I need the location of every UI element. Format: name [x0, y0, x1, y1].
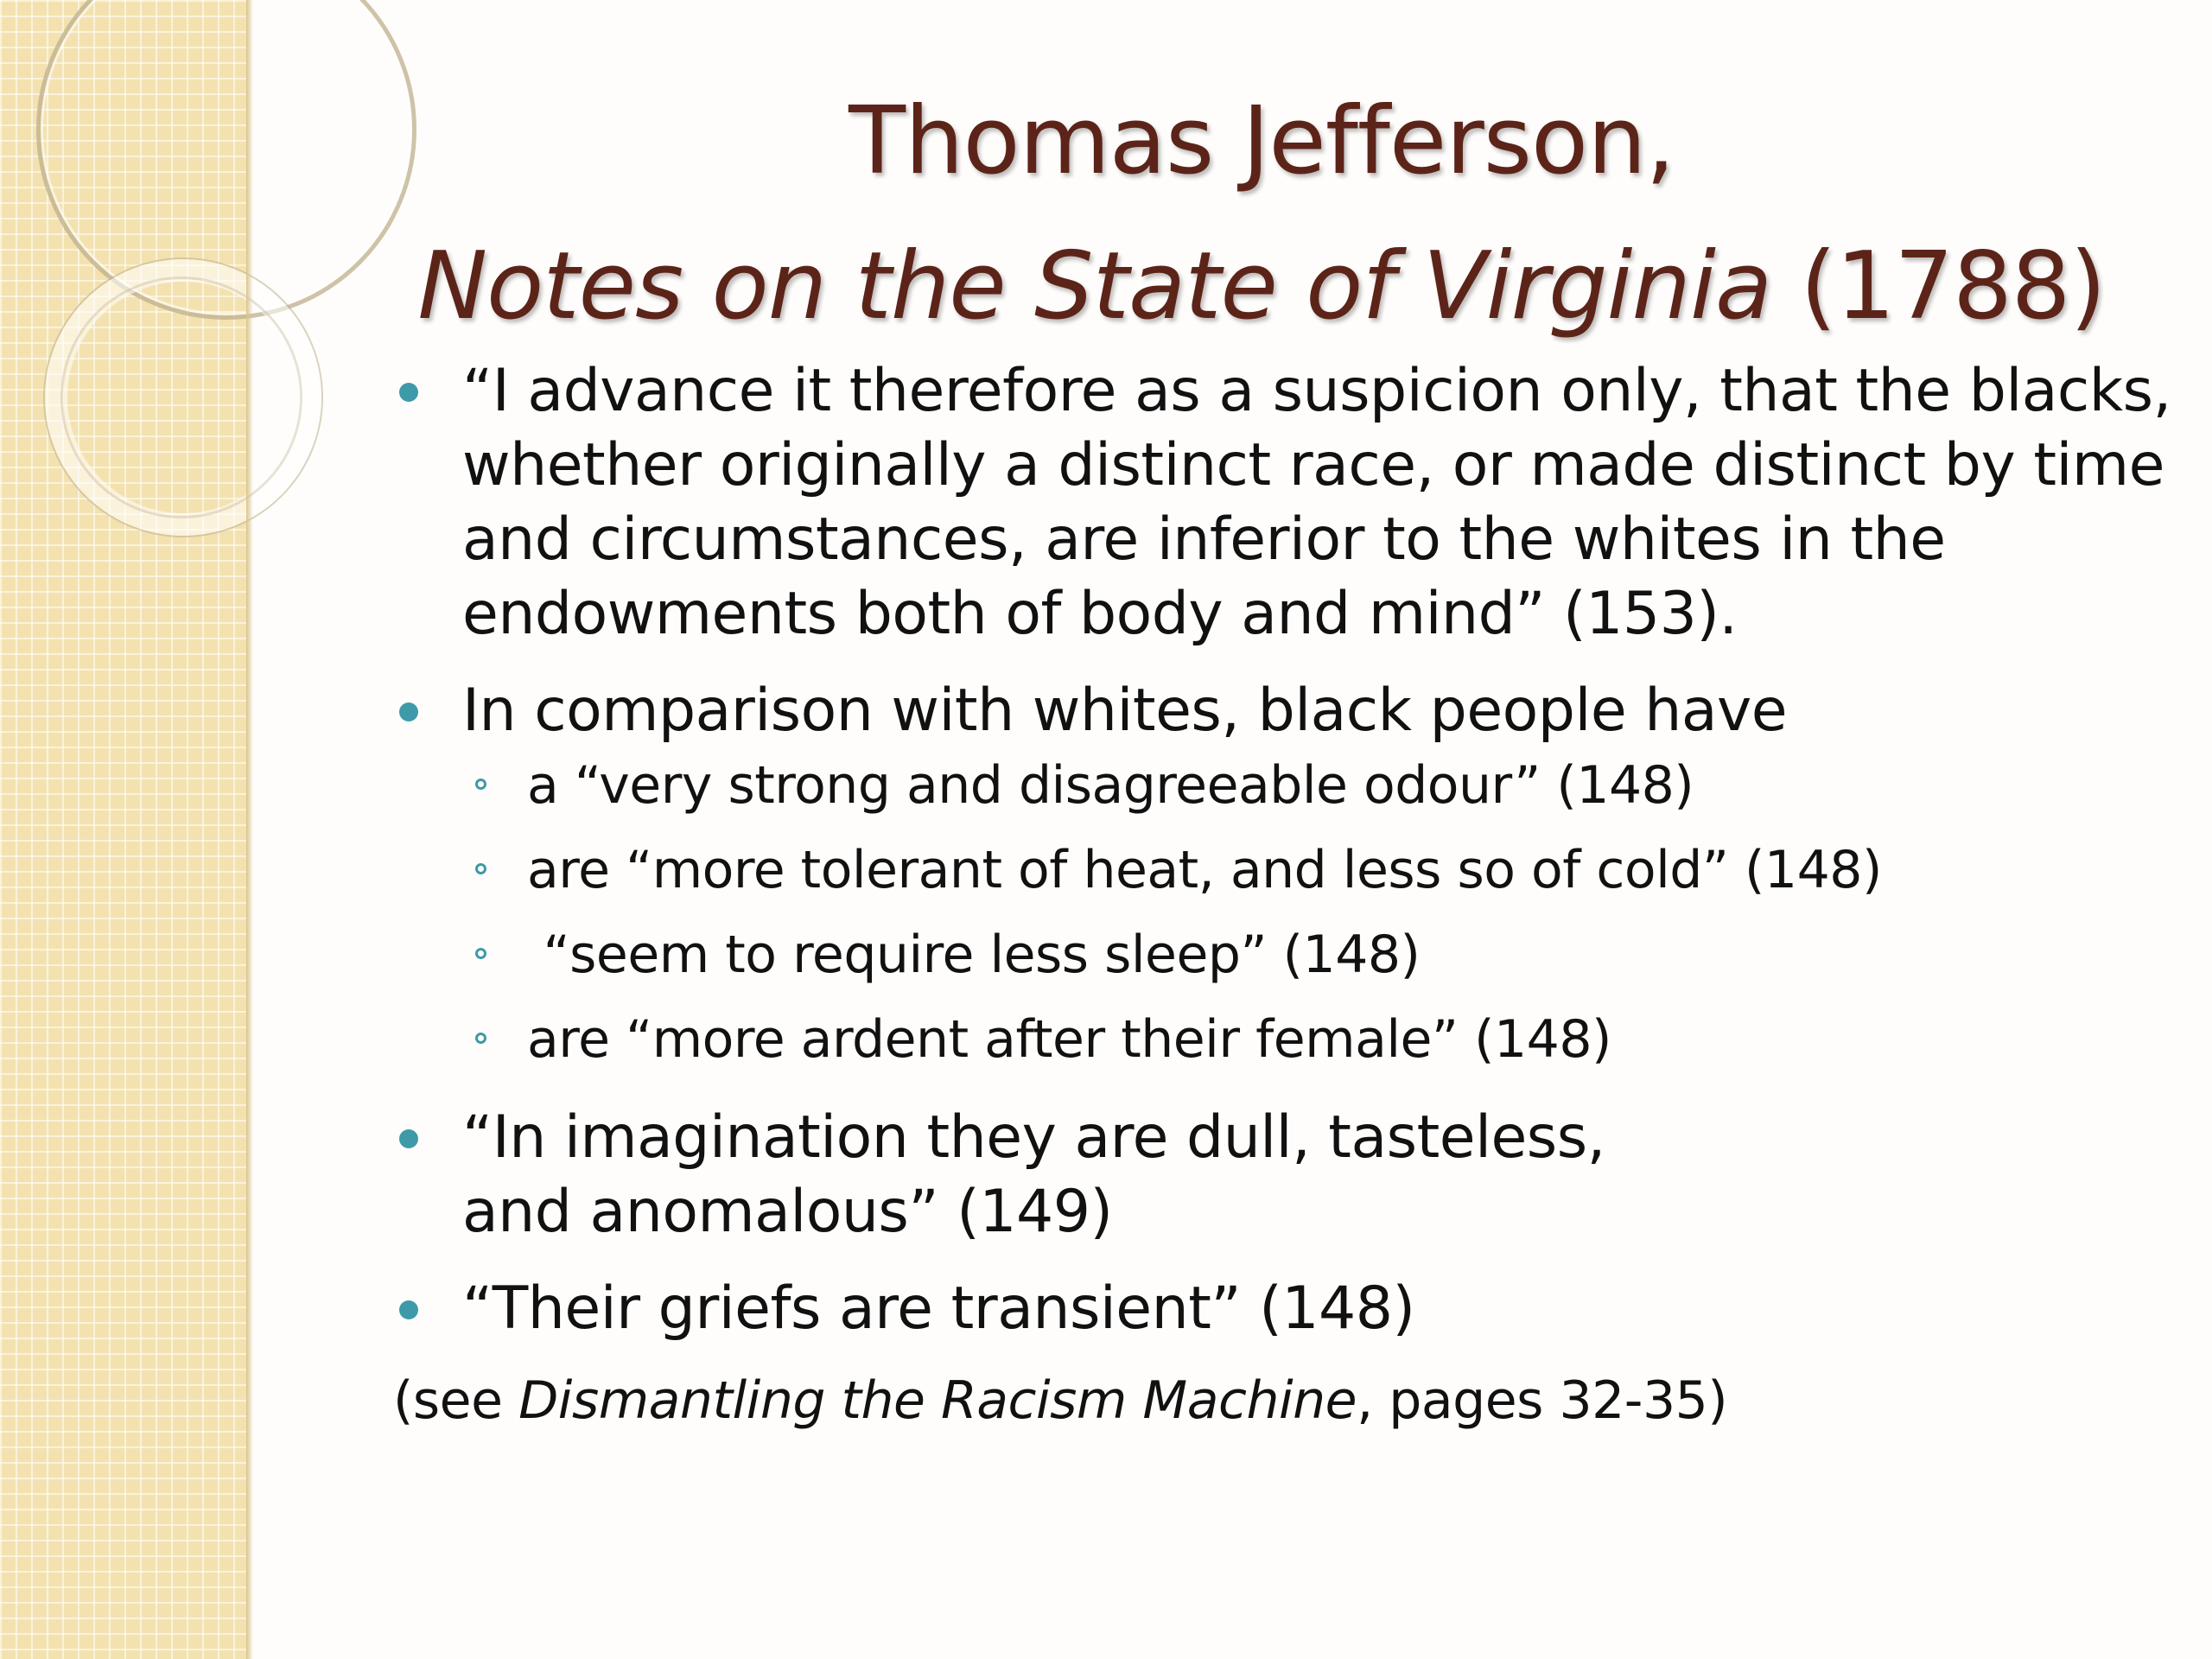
bullet-text: “Their griefs are transient” (148) — [462, 1274, 1415, 1343]
bullet-dot-icon — [399, 702, 418, 721]
side-band-edge — [246, 0, 253, 1659]
sub-bullet-item — [393, 912, 2173, 997]
bullet-item — [393, 354, 2173, 652]
sub-bullet-text: are “more tolerant of heat, and less so of cold” (148) — [527, 840, 1882, 900]
bullet-text: “In imagination they are dull, tasteless, and anomalous” (149) — [462, 1103, 1605, 1246]
bullet-text: “I advance it therefore as a suspicion only, that the blacks, whether originally a distinct race, or made distinct by time and circumstances, are inferior to the whites in the endowments both of body and mind” (153). — [462, 357, 2171, 648]
sub-bullet-text: are “more ardent after their female” (148) — [527, 1009, 1611, 1070]
title-book-name: Notes on the State of Virginia — [417, 232, 1772, 340]
bullet-item — [393, 1272, 2173, 1346]
decorative-side-band — [0, 0, 246, 1659]
sub-bullet-circle-icon — [475, 948, 486, 959]
title-line-2 — [380, 214, 2143, 359]
bullet-text: In comparison with whites, black people have — [462, 677, 1788, 745]
bullet-item — [393, 674, 2173, 748]
title-line-1: Thomas Jefferson, — [849, 87, 1675, 195]
bullet-dot-icon — [399, 1300, 418, 1319]
sub-bullet-list — [393, 743, 2173, 1082]
title-year: (1788) — [1771, 232, 2106, 340]
sub-bullet-item — [393, 828, 2173, 912]
sub-bullet-circle-icon — [475, 1033, 486, 1044]
sub-bullet-text: “seem to require less sleep” (148) — [527, 925, 1421, 985]
bullet-item — [393, 1101, 2173, 1249]
decorative-ring-inner — [60, 276, 302, 518]
slide-title — [380, 69, 2143, 359]
sub-bullet-item — [393, 743, 2173, 828]
sub-bullet-circle-icon — [475, 863, 486, 874]
sub-bullet-circle-icon — [475, 779, 486, 790]
bullet-dot-icon — [399, 1129, 418, 1148]
citation-note — [393, 1363, 2173, 1438]
slide-body — [393, 354, 2173, 1438]
bullet-dot-icon — [399, 383, 418, 402]
sub-bullet-text: a “very strong and disagreeable odour” (148) — [527, 755, 1694, 816]
citation-book-title: Dismantling the Racism Machine — [518, 1370, 1357, 1431]
citation-prefix: (see — [393, 1370, 519, 1431]
sub-bullet-item — [393, 997, 2173, 1082]
citation-suffix: , pages 32-35) — [1357, 1370, 1728, 1431]
